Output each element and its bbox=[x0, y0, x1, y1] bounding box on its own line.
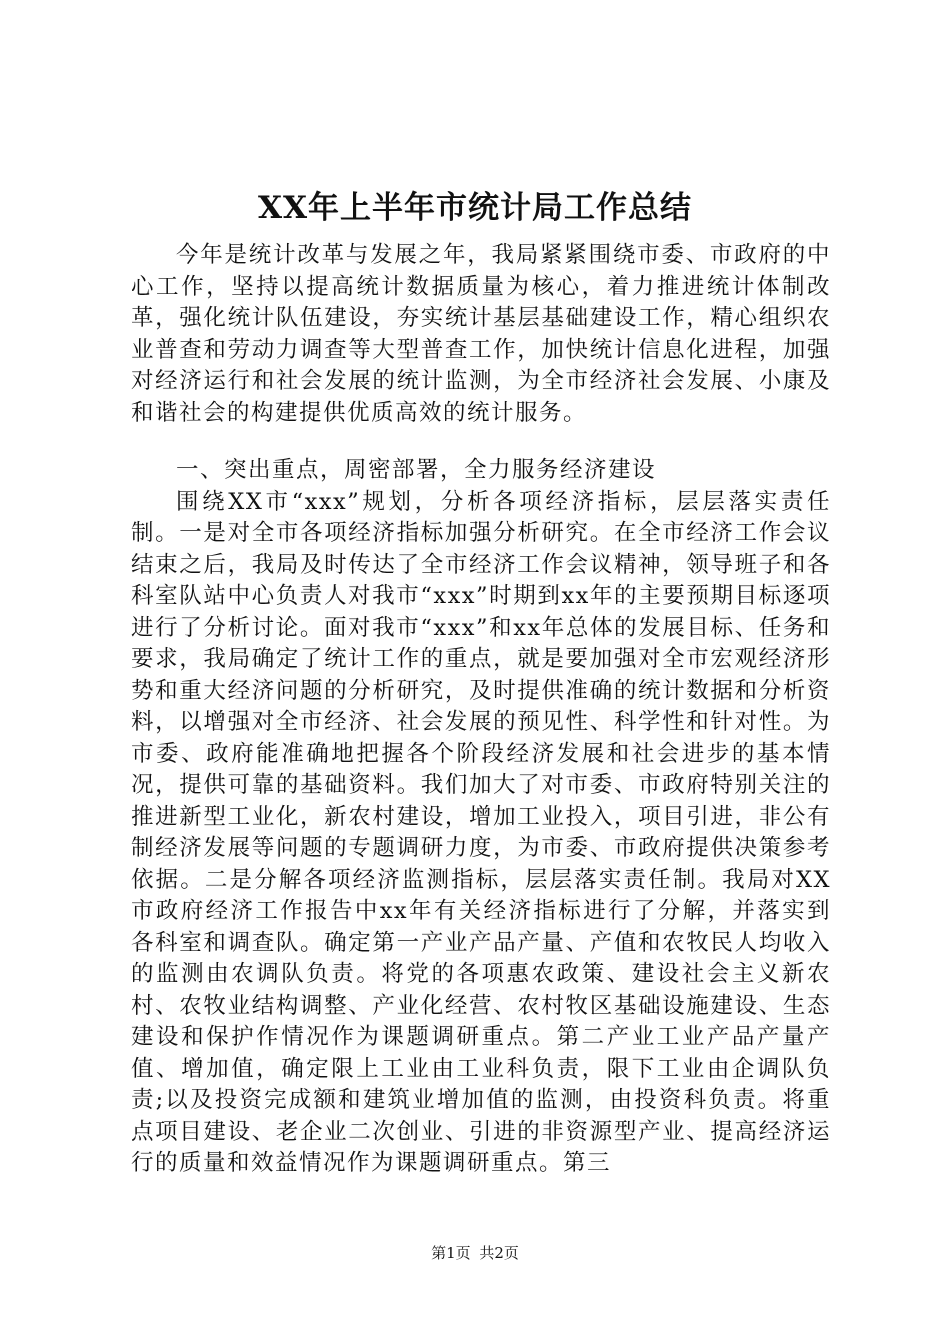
section-1 bbox=[131, 455, 831, 1180]
intro-block bbox=[131, 240, 831, 429]
document-title: XX年上半年市统计局工作总结 bbox=[257, 190, 693, 226]
page-total: 共2页 bbox=[479, 1244, 519, 1262]
section-1-heading: 一、突出重点，周密部署，全力服务经济建设 bbox=[176, 457, 657, 483]
page-footer bbox=[0, 1243, 950, 1263]
page-number: 第1页 bbox=[431, 1244, 471, 1262]
intro-paragraph: 今年是统计改革与发展之年，我局紧紧围绕市委、市政府的中心工作，坚持以提高统计数据质量为核心，着力推进统计体制改革，强化统计队伍建设，夯实统计基层基础建设工作，精心组织农业普查和劳动力调查等大型普查工作，加快统计信息化进程，加强对经济运行和社会发展的统计监测，为全市经济社会发展、小康及和谐社会的构建提供优质高效的统计服务。 bbox=[131, 242, 831, 426]
section-1-paragraph: 围绕XX市“xxx”规划，分析各项经济指标，层层落实责任制。一是对全市各项经济指标加强分析研究。在全市经济工作会议结束之后，我局及时传达了全市经济工作会议精神，领导班子和各科室队站中心负责人对我市“xxx”时期到xx年的主要预期目标逐项进行了分析讨论。面对我市“xxx”和xx年总体的发展目标、任务和要求，我局确定了统计工作的重点，就是要加强对全市宏观经济形势和重大经济问题的分析研究，及时提供准确的统计数据和分析资料，以增强对全市经济、社会发展的预见性、科学性和针对性。为市委、政府能准确地把握各个阶段经济发展和社会进步的基本情况，提供可靠的基础资料。我们加大了对市委、市政府特别关注的推进新型工业化，新农村建设，增加工业投入，项目引进，非公有制经济发展等问题的专题调研力度，为市委、市政府提供决策参考依据。二是分解各项经济监测指标，层层落实责任制。我局对XX市政府经济工作报告中xx年有关经济指标进行了分解，并落实到各科室和调查队。确定第一产业产品产量、产值和农牧民人均收入的监测由农调队负责。将党的各项惠农政策、建设社会主义新农村、农牧业结构调整、产业化经营、农村牧区基础设施建设、生态建设和保护作情况作为课题调研重点。第二产业工业产品产量产值、增加值，确定限上工业由工业科负责，限下工业由企调队负责;以及投资完成额和建筑业增加值的监测，由投资科负责。将重点项目建设、老企业二次创业、引进的非资源型产业、提高经济运行的质量和效益情况作为课题调研重点。第三 bbox=[131, 488, 831, 1176]
